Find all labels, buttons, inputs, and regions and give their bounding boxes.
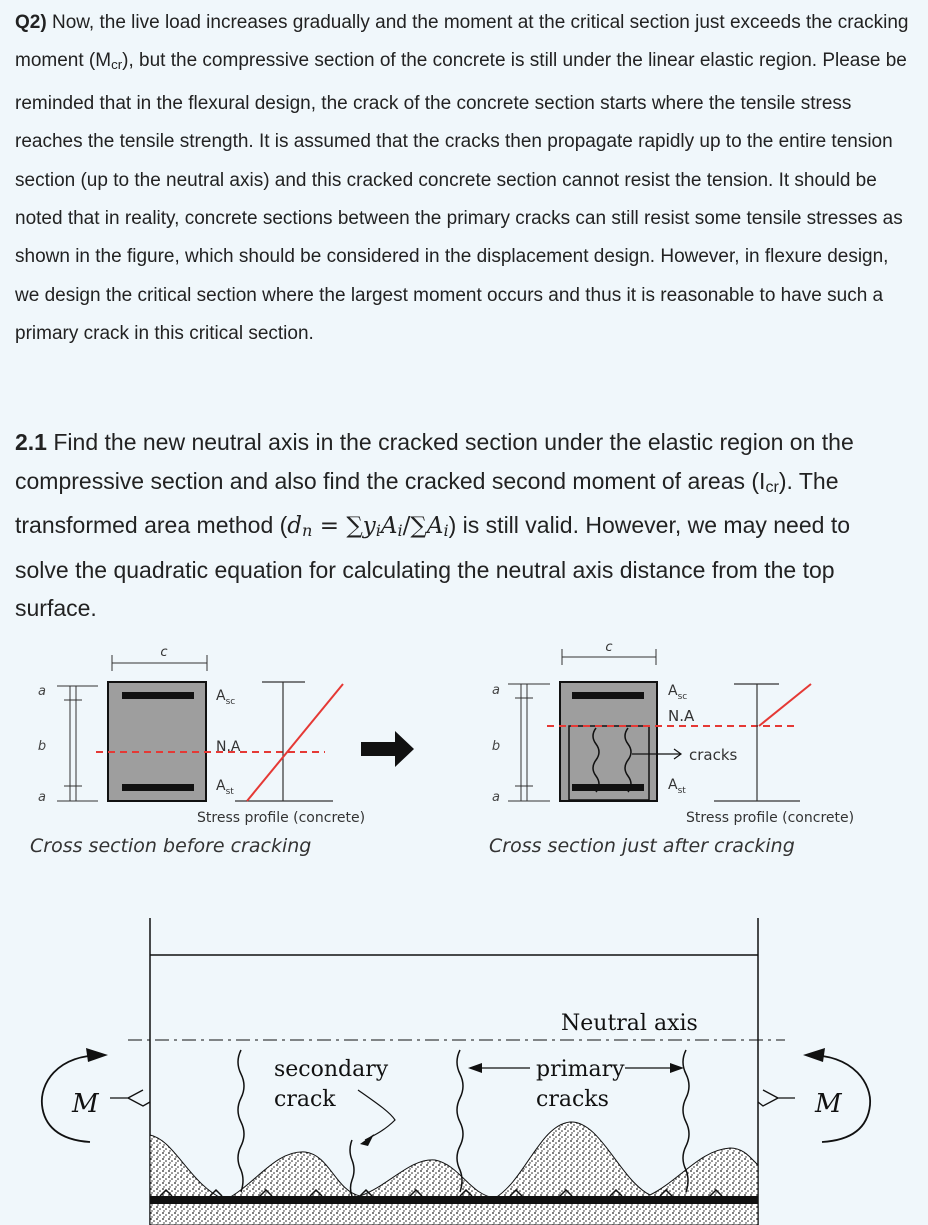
eq-y: y xyxy=(362,513,376,539)
left-ast-label: $A_{st}$ xyxy=(216,778,234,797)
left-concrete-section xyxy=(108,682,206,801)
left-caption: Cross section before cracking xyxy=(30,835,312,857)
right-top-rebar xyxy=(572,692,644,699)
question-2-1-text-b: ). The transformed area method ( xyxy=(15,467,839,538)
left-na-label: N.A xyxy=(216,739,241,755)
right-bottom-rebar xyxy=(572,784,644,791)
right-dim-c: c xyxy=(605,640,613,655)
left-stress-line xyxy=(247,684,343,801)
secondary-crack-label-2: crack xyxy=(274,1087,336,1112)
question-2-text-a: Now, the live load increases gradually and the moment at the critical section just exceeds the cracking moment (M xyxy=(15,12,909,72)
eq-lhs-sub: n xyxy=(302,521,313,540)
primary-cracks-label-2: cracks xyxy=(536,1087,609,1112)
eq-A-2: A xyxy=(426,513,444,539)
question-2-1-label: 2.1 xyxy=(15,429,47,455)
left-dim-a-bot: a xyxy=(38,790,46,805)
question-2-1-paragraph xyxy=(15,423,910,628)
left-cross-section xyxy=(30,645,365,857)
right-asc-label: $A_{sc}$ xyxy=(668,683,688,702)
right-dim-a-bot: a xyxy=(492,790,500,805)
left-stress-label: Stress profile (concrete) xyxy=(197,810,366,826)
right-stress-line xyxy=(759,684,811,726)
right-cracks-label: cracks xyxy=(689,746,738,764)
eq-sum-1: ∑ xyxy=(346,513,363,539)
eq-A: A xyxy=(380,513,398,539)
question-2-sub-cr: cr xyxy=(111,57,123,73)
moment-label-left: M xyxy=(72,1089,99,1119)
left-asc-label: $A_{sc}$ xyxy=(216,688,236,707)
beam-crack-figure xyxy=(0,910,928,1225)
question-2-label: Q2) xyxy=(15,12,47,33)
eq-sum-2: ∑ xyxy=(410,513,427,539)
primary-cracks-label-1: primary xyxy=(536,1057,625,1082)
right-ast-label: $A_{st}$ xyxy=(668,777,686,796)
question-2-paragraph xyxy=(15,4,910,354)
left-top-rebar xyxy=(122,692,194,699)
eq-i-2: i xyxy=(397,521,403,540)
beam-rebar xyxy=(150,1196,758,1204)
right-cross-section xyxy=(489,640,854,857)
question-2-text-b: ), but the compressive section of the concrete is still under the linear elastic region. Please be reminded that in the flexural design, the crack of the concrete section starts where the tensile stress reaches the tensile strength. It is assumed that the cracks then propagate rapidly up to the entire tension section (up to the neutral axis) and this cracked concrete section cannot resist the tension. It should be noted that in reality, concrete sections between the primary cracks can still resist some tensile stresses as shown in the figure, which should be considered in the displacement design. However, in flexure design, we design the critical section where the largest moment occurs and thus it is reasonable to have such a primary crack in this critical section. xyxy=(15,50,907,345)
transition-arrow xyxy=(361,731,414,767)
tension-zone-stipple xyxy=(150,1122,758,1225)
cross-section-figure xyxy=(0,630,928,880)
crack-primary-1 xyxy=(457,1050,463,1192)
right-dim-a-top: a xyxy=(492,683,500,698)
left-dim-a-top: a xyxy=(38,684,46,699)
right-na-label: N.A xyxy=(668,707,695,725)
right-dim-b: b xyxy=(491,739,501,754)
left-bottom-rebar xyxy=(122,784,194,791)
question-2-1-text-a: Find the new neutral axis in the cracked section under the elastic region on the compressive section and also find the cracked second moment of areas (I xyxy=(15,429,854,494)
crack-left xyxy=(238,1050,244,1192)
secondary-crack-label-1: secondary xyxy=(274,1057,389,1082)
question-2-1-text-c: ) is still valid. However, we may need to solve the quadratic equation for calculating the neutral axis distance from the top surface. xyxy=(15,512,851,621)
neutral-axis-label: Neutral axis xyxy=(561,1011,698,1036)
question-2-1-sub-cr: cr xyxy=(765,477,779,496)
left-dim-b: b xyxy=(37,739,47,754)
left-dim-c: c xyxy=(160,645,168,660)
eq-slash: / xyxy=(402,513,411,539)
right-caption: Cross section just after cracking xyxy=(489,835,795,857)
right-stress-label: Stress profile (concrete) xyxy=(686,810,855,826)
moment-label-right: M xyxy=(815,1089,842,1119)
crack-secondary xyxy=(350,1140,354,1196)
eq-lhs: d xyxy=(287,513,303,539)
eq-equals: = xyxy=(312,513,347,539)
right-concrete-section xyxy=(560,682,657,801)
eq-i-1: i xyxy=(375,521,381,540)
eq-i-3: i xyxy=(443,521,449,540)
neutral-axis-equation xyxy=(287,513,448,539)
